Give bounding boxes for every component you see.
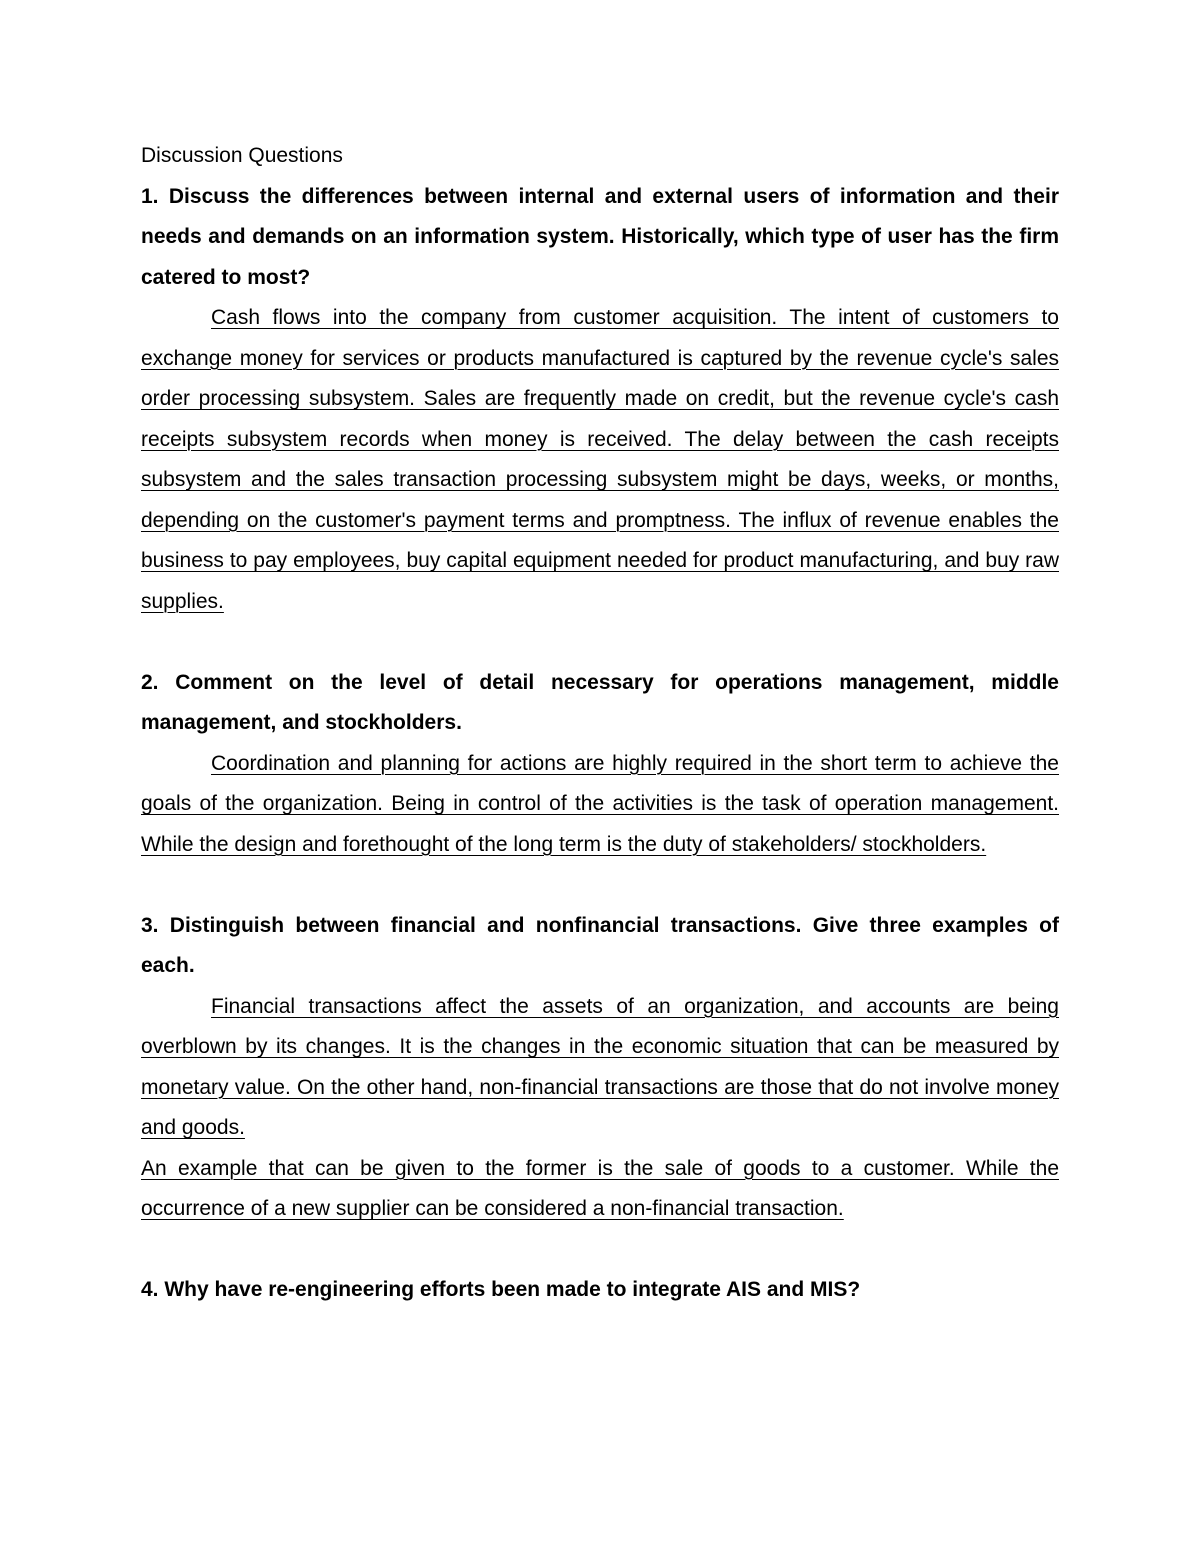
spacer	[141, 622, 1059, 663]
document-body	[141, 136, 1059, 1311]
answer-3-paragraph-2: An example that can be given to the former is the sale of goods to a customer. While the occurrence of a new supplier can be considered a non-financial transaction.	[141, 1156, 1059, 1220]
question-2-section	[141, 663, 1059, 866]
spacer	[141, 865, 1059, 906]
question-4: 4. Why have re-engineering efforts been made to integrate AIS and MIS?	[141, 1278, 861, 1301]
question-2: 2. Comment on the level of detail necessary for operations management, middle management, and stockholders.	[141, 670, 1059, 734]
answer-1-paragraph: Cash flows into the company from customer acquisition. The intent of customers to exchange money for services or products manufactured is captured by the revenue cycle's sales order processing subsystem. Sales are frequently made on credit, but the revenue cycle's cash receipts subsystem records when money is received. The delay between the cash receipts subsystem and the sales transaction processing subsystem might be days, weeks, or months, depending on the customer's payment terms and promptness. The influx of revenue enables the business to pay employees, buy capital equipment needed for product manufacturing, and buy raw supplies.	[141, 306, 1059, 613]
spacer	[141, 1230, 1059, 1271]
question-3-section	[141, 906, 1059, 1230]
question-1: 1. Discuss the differences between internal and external users of information and their needs and demands on an information system. Historically, which type of user has the firm catered to most?	[141, 184, 1059, 289]
answer-3-paragraph-1: Financial transactions affect the assets of an organization, and accounts are being overblown by its changes. It is the changes in the economic situation that can be measured by monetary value. On the other hand, non-financial transactions are those that do not involve money and goods.	[141, 994, 1059, 1139]
answer-2-paragraph: Coordination and planning for actions are highly required in the short term to achieve the goals of the organization. Being in control of the activities is the task of operation management. While the design and forethought of the long term is the duty of stakeholders/ stockholders.	[141, 751, 1059, 856]
question-4-section	[141, 1270, 1059, 1311]
question-3: 3. Distinguish between financial and nonfinancial transactions. Give three examples of each.	[141, 913, 1059, 977]
question-1-section	[141, 177, 1059, 623]
document-title: Discussion Questions	[141, 144, 343, 167]
